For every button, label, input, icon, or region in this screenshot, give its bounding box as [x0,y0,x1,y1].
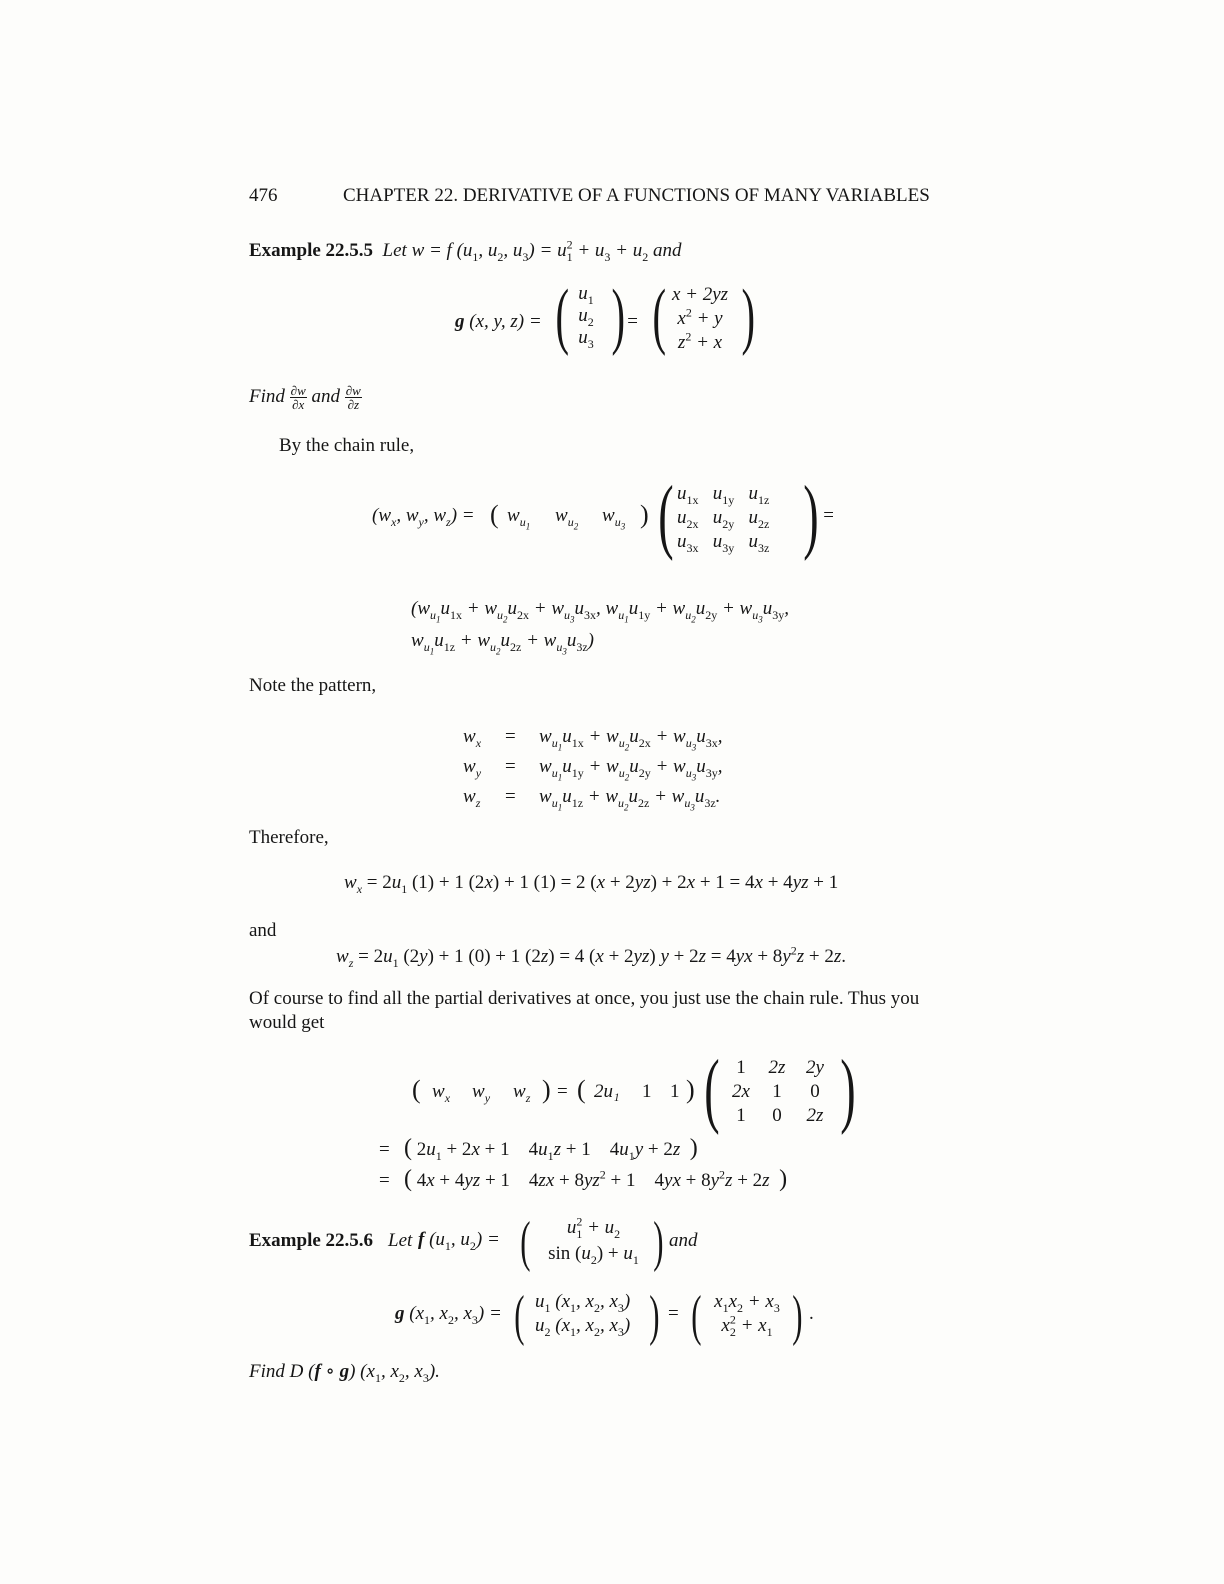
and-word: and [652,240,682,261]
wz-result-equation: $w_z = 2u_1$ (2y) + 1 (0) + 1 (2z) = 4 (x + 2yz) $y + 2z = 4yx + 8y^2z + 2z$. [336,943,847,970]
find-partials-statement: Find $\frac{\partial w}{\partial x}$ and $\frac{\partial w}{\partial z}$ [249,383,361,412]
page-number: 476 [249,185,278,206]
example-22-5-6-statement: Example 22.5.6 Let f ($u_1$, $u_2$) = ( $u^2_1 + u_2$ $\sin (u_2) + u_1$ ) and [249,1211,698,1273]
full-derivative-line-3: = ( 4x + 4yz + 1 $4zx + 8yz^2 + 1$ $4yx + 8y^2z + 2z$ ) [379,1166,788,1192]
example-label-2: Example 22.5.6 [249,1230,374,1251]
example-22-5-5-statement [249,239,681,263]
find-word-2: Find [249,1361,285,1382]
full-derivative-product: ( $w_x$ $w_y$ $w_z$ ) = ( 2u₁ 1 1 ) ( 1 2z 2y 2x 1 0 1 0 2z ) [412,1043,856,1136]
chain-rule-expanded-line-2: $w_{u_1}u_{1z} + w_{u_2}u_{2z} + w_{u_3}u_{3z}$) [411,630,594,657]
jacobian-cell: 2x [732,1081,750,1102]
full-derivative-line-2: = ( $2u_1 + 2x + 1$ $4u_1z + 1$ $4u_1y + 2z$ ) [379,1135,698,1163]
jacobian-cell: 0 [810,1081,820,1102]
find-word: Find [249,385,285,407]
jacobian-cell: 2z [806,1105,824,1126]
pattern-equations: $w_x = w_{u_1}u_{1x} + w_{u_2}u_{2x} + w_{u_3}u_{3x}$, $w_y = w_{u_1}u_{1y} + w_{u_2}u_{2y} + w_{u_3}u_{3y}$, $w_z = w_{u_1}u_{1z} + w_{u_2}u_{2z} + w_{u_3}u_{3z}$. [463,726,723,813]
note-pattern: Note the pattern, [249,675,377,696]
row-vector-entry-3: 1 [670,1081,680,1102]
all-partials-paragraph-line-1: Of course to find all the partial derivatives at once, you just use the chain rule. Thus you [249,988,920,1009]
and-word-3: and [669,1230,698,1251]
running-title: CHAPTER 22. DERIVATIVE OF A FUNCTIONS OF MANY VARIABLES [343,185,930,206]
jacobian-cell: 1 [772,1081,782,1102]
chain-rule-matrix-product: ($w_x$, $w_y$, $w_z$) = ( $w_{u_1}$ $w_{u_2}$ $w_{u_3}$ ) ( $u_{1x}$ $u_{1y}$ $u_{1z}$ $u_{2x}$ $u_{2y}$ $u_{2z}$ $u_{3x}$ $u_{3y}$ $u_{3z}$ ) = [372,469,835,562]
jacobian-cell: 0 [772,1105,782,1126]
let-word-2: Let [388,1230,413,1251]
find-composite-derivative: Find D (f ∘ g) ($x_1$, $x_2$, $x_3$). [249,1361,440,1385]
let-word: Let [382,240,407,261]
all-partials-paragraph-line-2: would get [249,1012,325,1033]
example-label: Example 22.5.5 [249,240,374,261]
jacobian-cell: 2z [768,1057,786,1078]
therefore: Therefore, [249,827,329,848]
g-x-definition-equation: g ($x_1$, $x_2$, $x_3$) = ( $u_1$ ($x_1$, $x_2$, $x_3$) $u_2$ ($x_1$, $x_2$, $x_3$) ) = ( $x_1x_2 + x_3$ $x^2_2 + x_1$ ) . [395,1285,814,1347]
jacobian-cell: 1 [736,1105,746,1126]
chain-rule-expanded-line-1: ($w_{u_1}u_{1x} + w_{u_2}u_{2x} + w_{u_3}u_{3x}$, $w_{u_1}u_{1y} + w_{u_2}u_{2y} + w_{u_3}u_{3y}$, [411,598,789,625]
row-vector-entry-2: 1 [642,1081,652,1102]
w-definition: w = f ($u_1$, $u_2$, $u_3) = u^2_1 + u_3 + u_2$ [411,237,649,264]
wx-result-equation: $w_x = 2u_1$ (1) + 1 (2x) + 1 (1) = 2 (x + 2yz) + 2x + 1 = 4x + 4yz + 1 [344,872,839,896]
jacobian-cell: 1 [736,1057,746,1078]
chain-rule-intro: By the chain rule, [279,435,415,456]
jacobian-cell: 2y [806,1057,824,1078]
row-vector-entry-1: 2u₁ [594,1081,620,1102]
and-word-2: and [311,385,340,407]
and-connector: and [249,920,277,941]
